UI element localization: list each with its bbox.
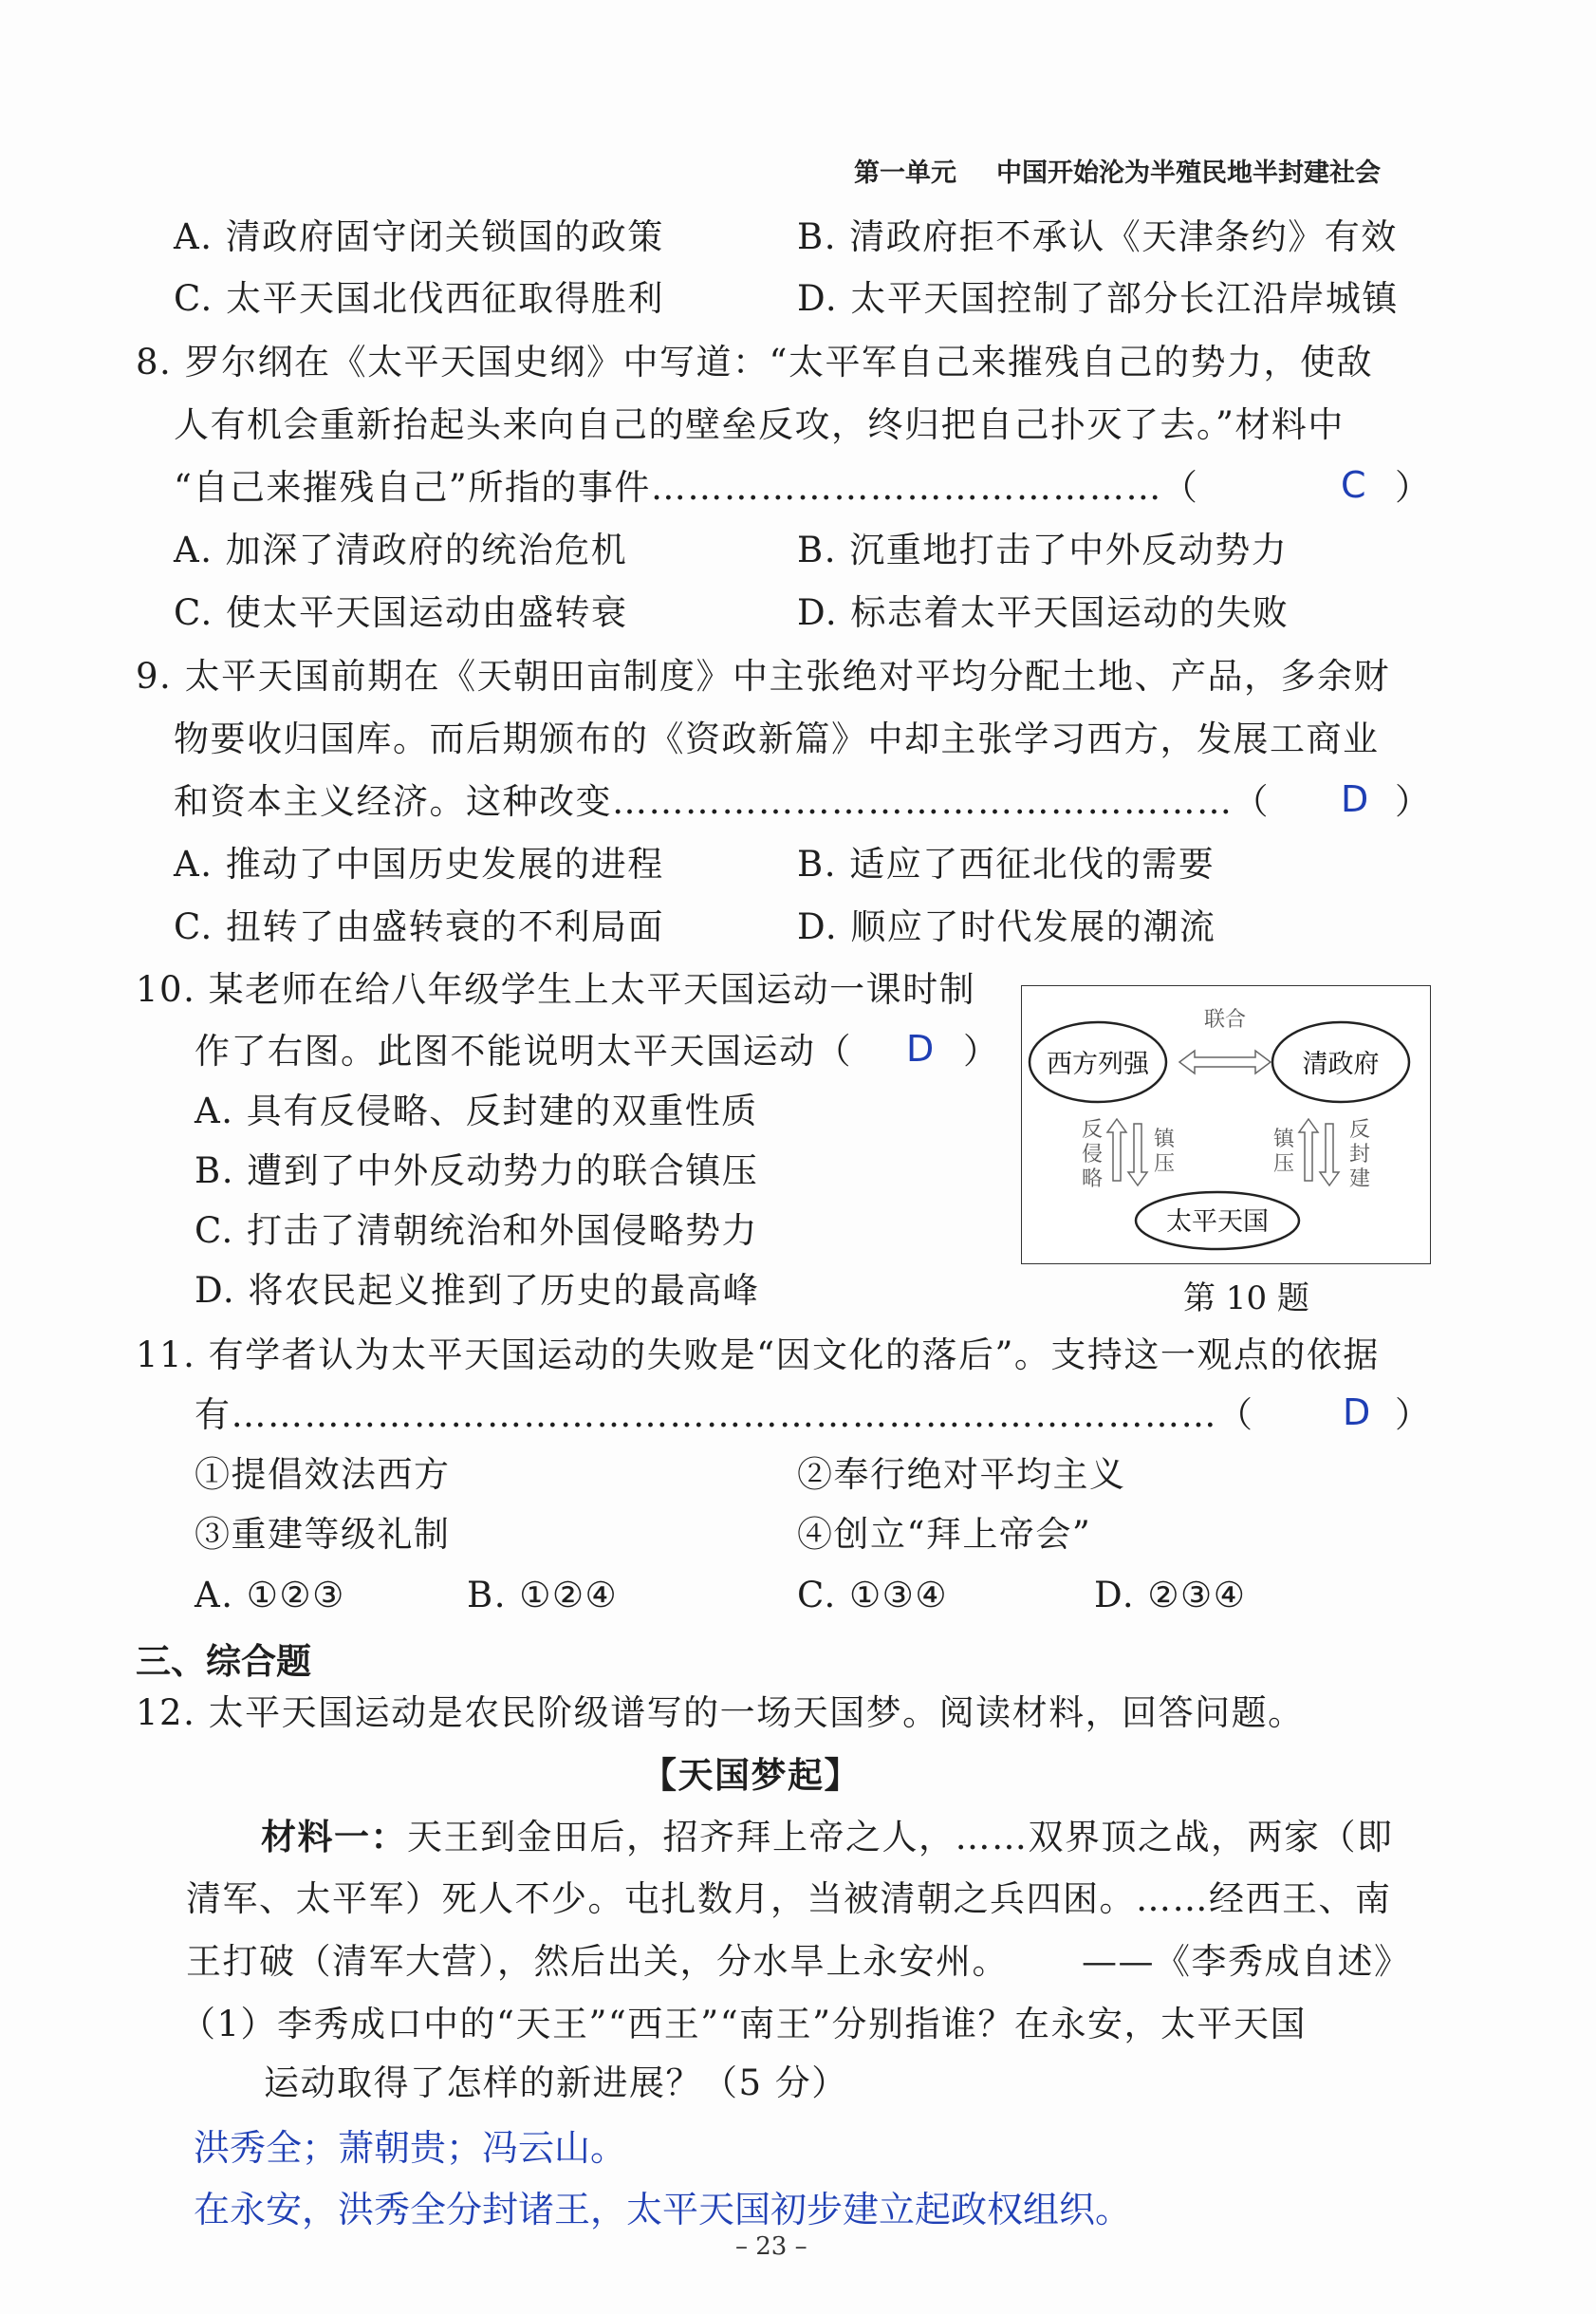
q10-option-b: B. 遭到了中外反动势力的联合镇压: [195, 1150, 759, 1191]
q10-diagram: [1021, 985, 1431, 1264]
q9-stem-line2: 物要收归国库。而后期颁布的《资政新篇》中却主张学习西方，发展工商业: [174, 718, 1380, 759]
q10-close-paren: ）: [963, 1031, 1000, 1072]
right-outer-char-1: 反: [1348, 1118, 1371, 1142]
q9-answer: D: [1341, 778, 1369, 820]
q8-option-c: C. 使太平天国运动由盛转衰: [174, 592, 628, 633]
q7-option-b: B. 清政府拒不承认《天津条约》有效: [797, 216, 1398, 257]
q10-diagram-svg: [1022, 986, 1430, 1263]
q8-stem-line2: 人有机会重新抬起头来向自己的壁垒反攻，终归把自己扑灭了去。”材料中: [174, 404, 1345, 445]
q10-caption: 第 10 题: [1183, 1279, 1309, 1317]
header-title: 中国开始沦为半殖民地半封建社会: [996, 159, 1381, 188]
q12-subquestion-1-line1: （1）李秀成口中的“天王”“西王”“南王”分别指谁？在永安，太平天国: [180, 2004, 1308, 2044]
left-outer-char-2: 侵: [1081, 1143, 1104, 1166]
q8-option-b: B. 沉重地打击了中外反动势力: [797, 530, 1289, 570]
q10-stem-line1: 10. 某老师在给八年级学生上太平天国运动一课时制: [136, 969, 976, 1010]
section-title: 三、综合题: [136, 1641, 311, 1682]
taiping-label: 太平天国: [1166, 1207, 1269, 1237]
q11-statement-4: ④创立“拜上帝会”: [797, 1514, 1092, 1555]
right-inner-char-1: 镇: [1272, 1128, 1295, 1151]
q12-material-1-source: ——《李秀成自述》: [1082, 1941, 1411, 1982]
left-outer-char-1: 反: [1081, 1118, 1104, 1142]
union-double-arrow-icon: [1179, 1051, 1271, 1073]
right-inner-char-2: 压: [1272, 1152, 1295, 1176]
right-outer-char-2: 封: [1348, 1143, 1371, 1166]
q10-option-a: A. 具有反侵略、反封建的双重性质: [195, 1091, 758, 1131]
q7-option-d: D. 太平天国控制了部分长江沿岸城镇: [797, 278, 1399, 319]
q11-option-a: A. ①②③: [195, 1575, 345, 1615]
q8-stem-line1: 8. 罗尔纲在《太平天国史纲》中写道：“太平军自己来摧残自己的势力，使敌: [136, 342, 1373, 383]
q11-answer: D: [1343, 1391, 1371, 1433]
left-outer-char-3: 略: [1081, 1167, 1104, 1191]
q9-stem-line3: 和资本主义经济。这种改变……………………………………………（: [174, 781, 1270, 822]
union-label: 联合: [1203, 1008, 1247, 1032]
q11-statement-1: ①提倡效法西方: [195, 1454, 451, 1495]
q12-material-1-line2: 清军、太平军）死人不少。屯扎数月，当被清朝之兵四困。……经西王、南: [186, 1878, 1392, 1919]
q12-answer-line1: 洪秀全；萧朝贵；冯云山。: [194, 2127, 627, 2169]
q8-option-a: A. 加深了清政府的统治危机: [174, 530, 628, 570]
q12-subtitle: 【天国梦起】: [641, 1754, 861, 1796]
page-number: – 23 –: [735, 2232, 807, 2261]
q9-option-b: B. 适应了西征北伐的需要: [797, 844, 1216, 885]
q12-material-1-line3: 王打破（清军大营），然后出关，分水旱上永安州。: [186, 1941, 1009, 1982]
q11-statement-2: ②奉行绝对平均主义: [797, 1454, 1126, 1495]
left-vertical-arrows-icon: [1107, 1119, 1147, 1185]
q12-material-1-line1: [261, 1813, 1394, 1861]
q10-answer: D: [906, 1028, 935, 1070]
header-unit: 第一单元: [854, 159, 956, 188]
q7-option-c: C. 太平天国北伐西征取得胜利: [174, 278, 665, 319]
q9-close-paren: ）: [1395, 781, 1432, 822]
material-1-label: 材料一：: [261, 1816, 407, 1857]
right-outer-char-3: 建: [1348, 1167, 1371, 1191]
q7-option-a: A. 清政府固守闭关锁国的政策: [174, 216, 664, 257]
q12-subquestion-1-line2: 运动取得了怎样的新进展？（5 分）: [264, 2062, 848, 2103]
q9-stem-line1: 9. 太平天国前期在《天朝田亩制度》中主张绝对平均分配土地、产品，多余财: [136, 656, 1391, 697]
q12-intro: 12. 太平天国运动是农民阶级谱写的一场天国梦。阅读材料，回答问题。: [136, 1692, 1305, 1733]
q9-option-d: D. 顺应了时代发展的潮流: [797, 906, 1216, 947]
west-powers-label: 西方列强: [1047, 1050, 1149, 1079]
left-inner-char-2: 压: [1153, 1152, 1176, 1176]
qing-government-label: 清政府: [1302, 1050, 1380, 1079]
q11-option-d: D. ②③④: [1094, 1575, 1247, 1615]
q9-option-a: A. 推动了中国历史发展的进程: [174, 844, 664, 885]
q8-stem-line3: “自己来摧残自己”所指的事件……………………………………（: [174, 467, 1199, 508]
left-inner-char-1: 镇: [1153, 1128, 1176, 1151]
q8-answer: C: [1341, 464, 1366, 506]
q12-answer-line2: 在永安，洪秀全分封诸王，太平天国初步建立起政权组织。: [194, 2189, 1132, 2230]
q11-stem-line1: 11. 有学者认为太平天国运动的失败是“因文化的落后”。支持这一观点的依据: [136, 1334, 1380, 1375]
q10-stem-line2: 作了右图。此图不能说明太平天国运动（: [195, 1031, 852, 1072]
q10-option-d: D. 将农民起义推到了历史的最高峰: [195, 1270, 760, 1311]
q11-close-paren: ）: [1395, 1394, 1432, 1435]
right-vertical-arrows-icon: [1299, 1119, 1339, 1185]
q8-close-paren: ）: [1395, 467, 1432, 508]
q11-stem-line2: 有………………………………………………………………………（: [195, 1394, 1254, 1435]
q11-statement-3: ③重建等级礼制: [195, 1514, 451, 1555]
material-1-text: 天王到金田后，招齐拜上帝之人，……双界顶之战，两家（即: [407, 1817, 1394, 1857]
q11-option-b: B. ①②④: [467, 1575, 619, 1615]
q10-option-c: C. 打击了清朝统治和外国侵略势力: [195, 1210, 759, 1251]
q8-option-d: D. 标志着太平天国运动的失败: [797, 592, 1290, 633]
q9-option-c: C. 扭转了由盛转衰的不利局面: [174, 906, 665, 947]
q11-option-c: C. ①③④: [797, 1575, 949, 1615]
